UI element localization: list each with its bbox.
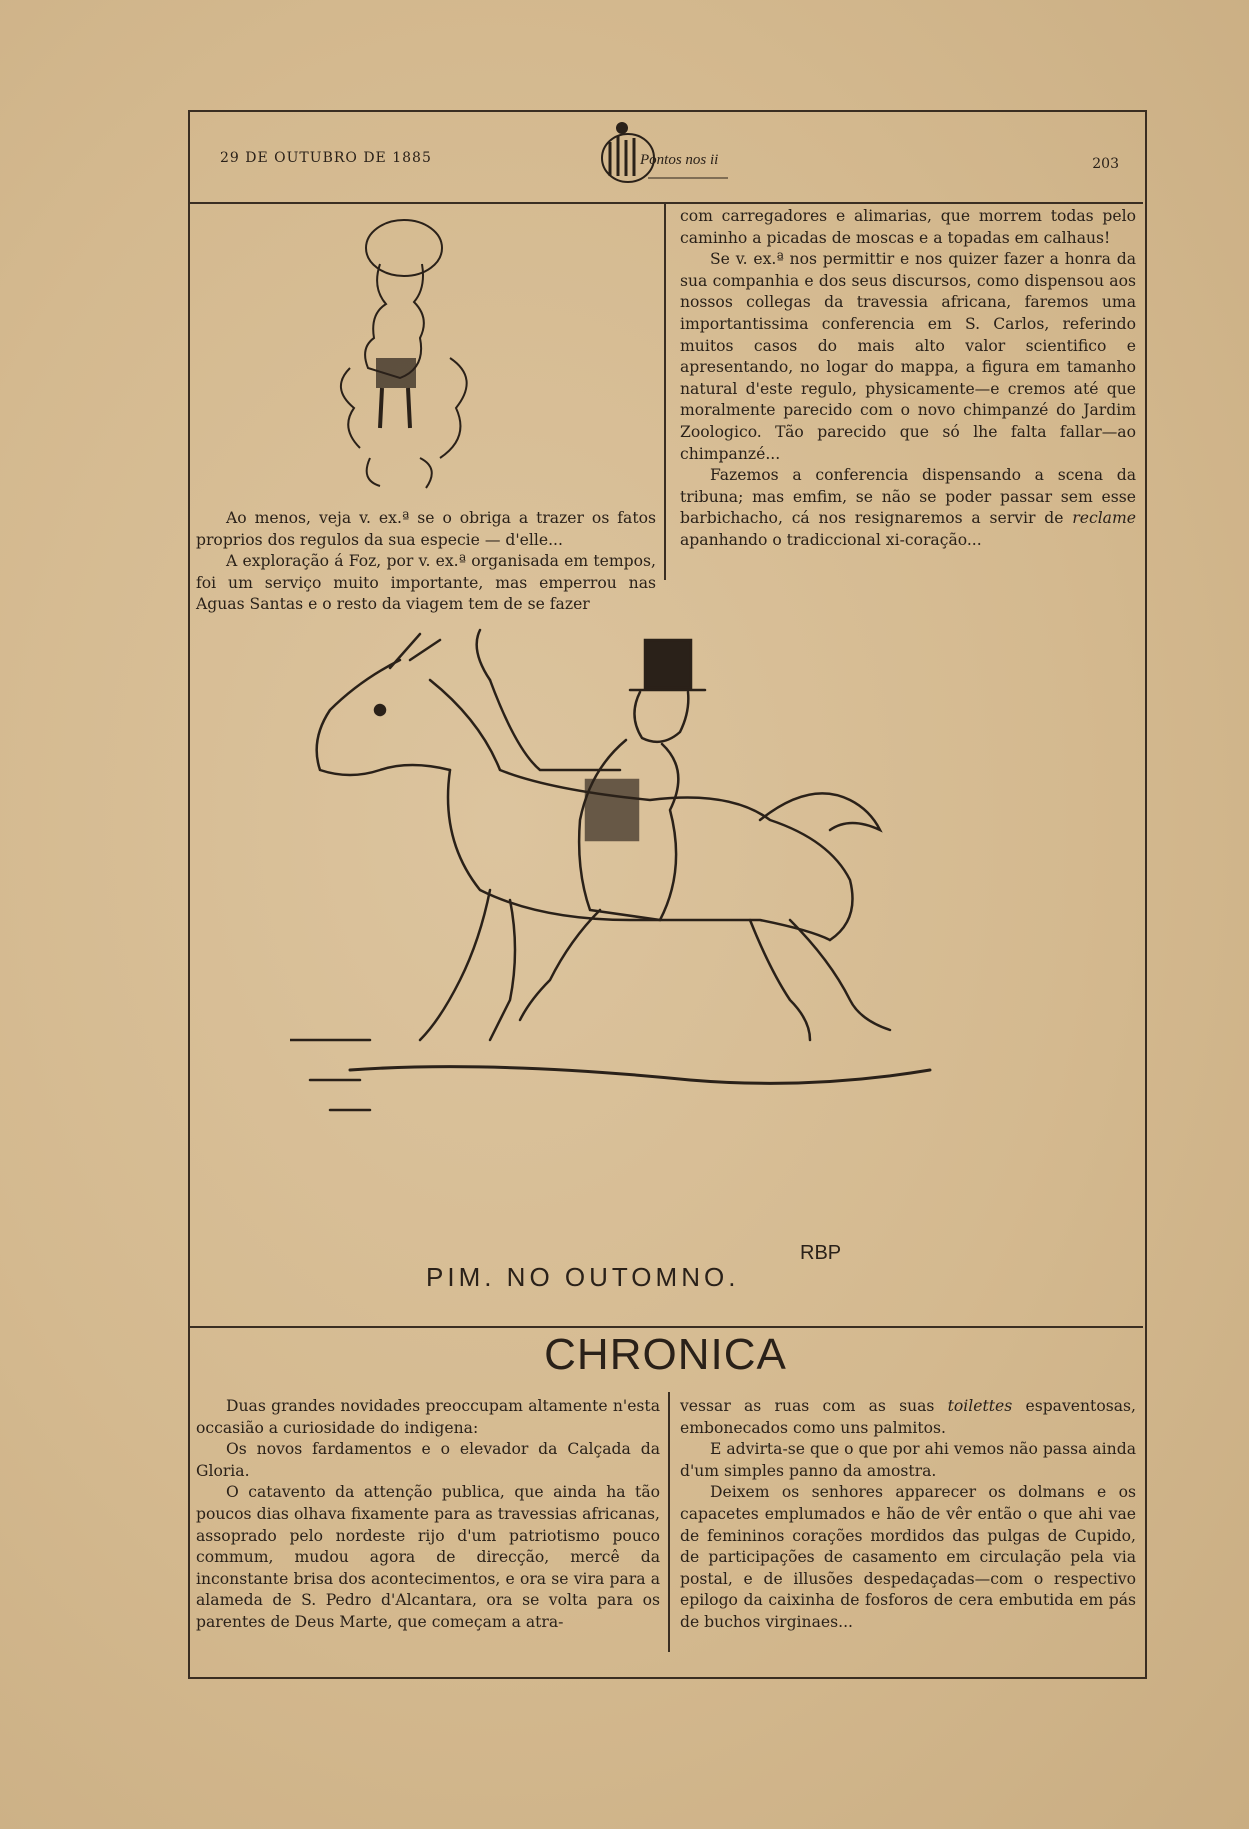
paragraph bbox=[680, 1396, 1136, 1439]
artist-monogram: RBP bbox=[800, 1242, 842, 1264]
article-column-top-left bbox=[196, 508, 656, 616]
chronica-column-right bbox=[680, 1396, 1136, 1634]
illustration-signature: PIM. NO OUTOMNO. bbox=[426, 1262, 740, 1292]
emphasis-text: toilettes bbox=[947, 1397, 1013, 1415]
paragraph-text: Fazemos a conferencia dispensando a scena da tribuna; mas emfim, se não se poder passar sem esse barbichacho, cá nos resignaremos a servir de bbox=[680, 466, 1136, 528]
paragraph: Ao menos, veja v. ex.ª se o obriga a trazer os fatos proprios dos regulos da sua especie — d'elle... bbox=[196, 509, 656, 549]
chronica-column-left bbox=[196, 1396, 660, 1634]
masthead-logo-text: Pontos nos ii bbox=[640, 152, 719, 168]
paragraph-text: espaventosas, embonecados como uns palmitos. bbox=[680, 1397, 1136, 1437]
column-divider-top bbox=[664, 202, 666, 580]
section-divider bbox=[188, 1326, 1143, 1328]
caricature-drawing bbox=[330, 218, 490, 498]
article-column-top-right bbox=[680, 206, 1136, 552]
page-header bbox=[188, 110, 1143, 204]
page-number: 203 bbox=[1092, 156, 1119, 172]
paragraph: Se v. ex.ª nos permittir e nos quizer fazer a honra da sua companhia e dos seus discursos, como dispensou aos nossos collegas da travessia africana, faremos uma importantissima conferencia em S. Carlos, referindo muitos casos do mais alto valor scientifico e apresentando, no logar do mappa, a figura em tamanho natural d'este regulo, physicamente—e cremos até que moralmente parecido com o novo chimpanzé do Jardim Zoologico. Tão parecido que só lhe falta fallar—ao chimpanzé... bbox=[680, 250, 1136, 463]
paragraph: O catavento da attenção publica, que ainda ha tão poucos dias olhava fixamente para as travessias africanas, assoprado pelo nordeste rijo d'um patriotismo pouco commum, mudou agora de direcção, mercê da inconstante brisa dos acontecimentos, e ora se vira para a alameda de S. Pedro d'Alcantara, ora se volta para os parentes de Deus Marte, que começam a atra- bbox=[196, 1483, 660, 1631]
paragraph: E advirta-se que o que por ahi vemos não passa ainda d'um simples panno da amostra. bbox=[680, 1440, 1136, 1480]
paragraph: Deixem os senhores apparecer os dolmans e os capacetes emplumados e hão de vêr então o que ahi vae de femininos corações mordidos das pulgas de Cupido, de participações de casamento em circulação pela via postal, e de illusões despedaçadas—com o respectivo epilogo da caixinha de fosforos de cera embutida em pás de buchos virginaes... bbox=[680, 1483, 1136, 1631]
paragraph-text: apanhando o tradiccional xi-coração... bbox=[680, 530, 982, 549]
rider-illustration bbox=[290, 620, 990, 1320]
header-date: 29 DE OUTUBRO DE 1885 bbox=[220, 150, 432, 166]
paragraph: Duas grandes novidades preoccupam altamente n'esta occasião a curiosidade do indigena: bbox=[196, 1397, 660, 1437]
paragraph-text: vessar as ruas com as suas bbox=[680, 1397, 935, 1415]
masthead-logo bbox=[588, 118, 738, 188]
paragraph: com carregadores e alimarias, que morrem todas pelo caminho a picadas de moscas e a topadas em calhaus! bbox=[680, 207, 1136, 247]
section-title: CHRONICA bbox=[544, 1330, 787, 1379]
column-divider-bottom bbox=[668, 1392, 670, 1652]
emphasis-text: reclame bbox=[1072, 509, 1136, 528]
paragraph: A exploração á Foz, por v. ex.ª organisada em tempos, foi um serviço muito importante, mas emperrou nas Aguas Santas e o resto da viagem tem de se fazer bbox=[196, 552, 656, 614]
paragraph bbox=[680, 465, 1136, 551]
paragraph: Os novos fardamentos e o elevador da Calçada da Gloria. bbox=[196, 1440, 660, 1480]
